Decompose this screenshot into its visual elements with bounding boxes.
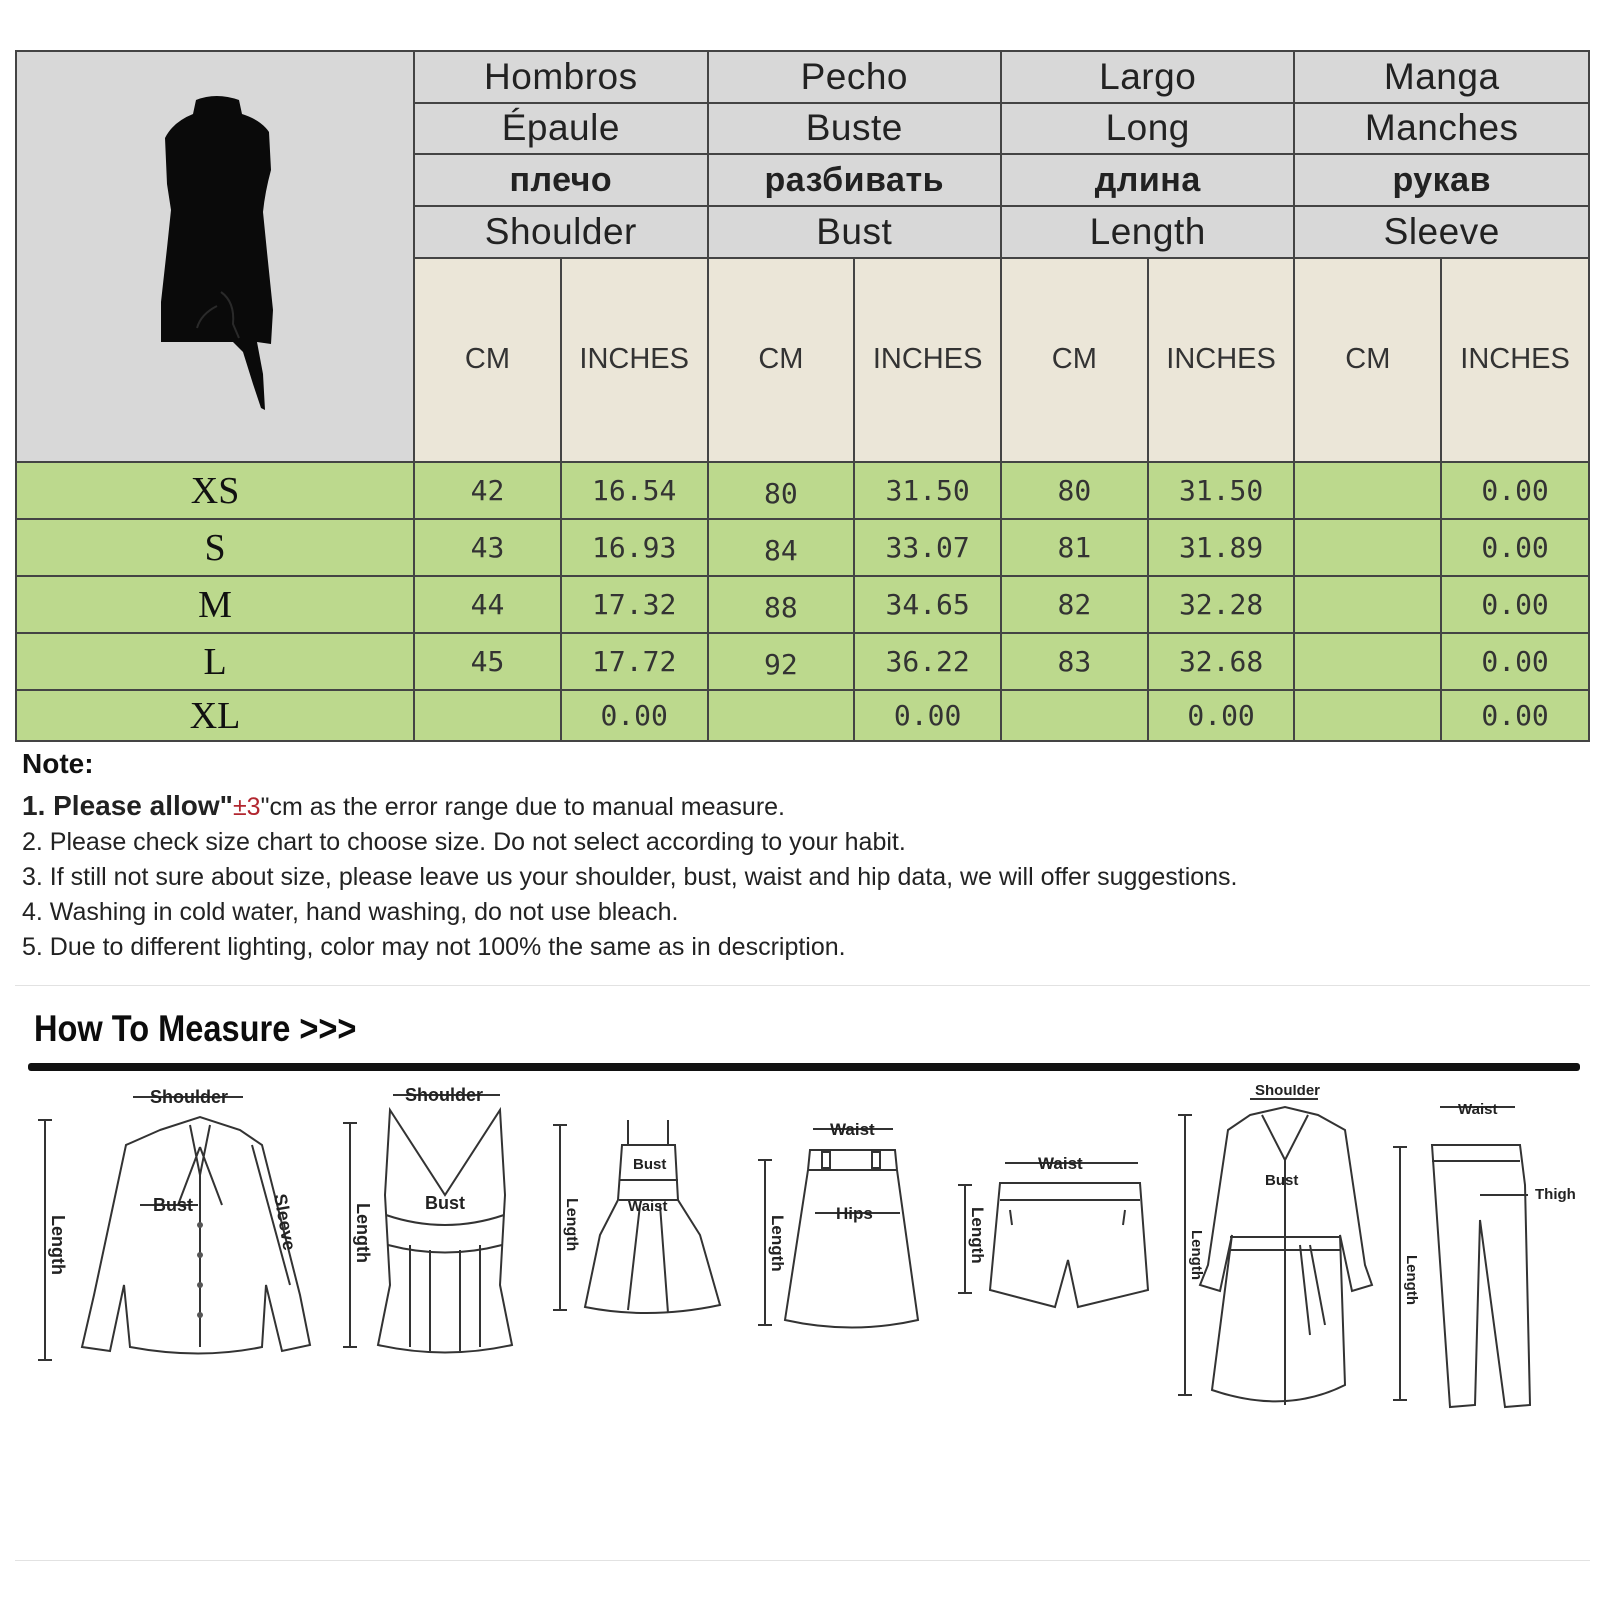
- unit-cell: INCHES: [561, 258, 708, 463]
- header-bust-ru: разбивать: [708, 154, 1001, 206]
- unit-cell: CM: [1294, 258, 1441, 463]
- measure-diagrams: [0, 1085, 1600, 1445]
- table-cell: 82: [1001, 576, 1148, 633]
- skirt-length-label: Length: [768, 1215, 787, 1272]
- table-cell: 16.54: [561, 462, 708, 519]
- header-sleeve-ru: рукав: [1294, 154, 1589, 206]
- table-cell: 43: [414, 519, 561, 576]
- table-cell: 34.65: [854, 576, 1001, 633]
- size-label: S: [16, 519, 414, 576]
- table-cell: 92: [708, 633, 855, 690]
- vest-shoulder-label: Shoulder: [405, 1085, 484, 1105]
- header-bust-fr: Buste: [708, 103, 1001, 155]
- shorts-length-label: Length: [968, 1207, 987, 1264]
- skirt-waist-label: Waist: [830, 1120, 875, 1139]
- coat-shoulder-label: Shoulder: [1255, 1085, 1321, 1099]
- table-row-xl: [16, 690, 1589, 741]
- table-row-l: [16, 633, 1589, 690]
- blouse-shoulder-label: Shoulder: [150, 1087, 229, 1107]
- header-sleeve-fr: Manches: [1294, 103, 1589, 155]
- coat-length-label: Length: [1188, 1230, 1205, 1280]
- note-line-3: 3. If still not sure about size, please leave us your shoulder, bust, waist and hip data, we will offer suggestions.: [22, 863, 1238, 891]
- vest-length-label: Length: [353, 1203, 373, 1263]
- table-cell: [1294, 690, 1441, 741]
- header-bust-en: Bust: [708, 206, 1001, 258]
- table-cell: [708, 690, 855, 741]
- note-1-prefix: 1. Please allow": [22, 790, 233, 821]
- table-cell: 88: [708, 576, 855, 633]
- table-cell: 80: [708, 462, 855, 519]
- table-cell: 17.32: [561, 576, 708, 633]
- size-label: XS: [16, 462, 414, 519]
- table-cell: [1294, 576, 1441, 633]
- coat-dress-diagram: [1178, 1099, 1372, 1405]
- unit-cell: INCHES: [1148, 258, 1295, 463]
- size-label: M: [16, 576, 414, 633]
- table-cell: [1001, 690, 1148, 741]
- header-row-spanish: [16, 51, 1589, 103]
- trousers-waist-label: Waist: [1458, 1101, 1498, 1118]
- black-dress-image: [21, 52, 409, 452]
- blouse-sleeve-label: Sleeve: [270, 1192, 300, 1252]
- table-cell: 83: [1001, 633, 1148, 690]
- table-cell: 0.00: [1441, 690, 1589, 741]
- table-cell: 32.68: [1148, 633, 1295, 690]
- unit-cell: INCHES: [854, 258, 1001, 463]
- trousers-length-label: Length: [1403, 1255, 1420, 1305]
- size-chart-table: [15, 50, 1590, 742]
- table-cell: 0.00: [1441, 519, 1589, 576]
- table-cell: 84: [708, 519, 855, 576]
- size-label: L: [16, 633, 414, 690]
- table-cell: [1294, 462, 1441, 519]
- notes-title: Note:: [22, 748, 94, 779]
- table-cell: 0.00: [561, 690, 708, 741]
- table-cell: 80: [1001, 462, 1148, 519]
- table-cell: 0.00: [1441, 576, 1589, 633]
- strap-dress-length-label: Length: [563, 1198, 580, 1252]
- header-shoulder-es: Hombros: [414, 51, 707, 103]
- table-cell: 16.93: [561, 519, 708, 576]
- blouse-length-label: Length: [48, 1215, 68, 1275]
- table-cell: 36.22: [854, 633, 1001, 690]
- table-cell: 0.00: [854, 690, 1001, 741]
- note-1-highlight: ±3: [232, 793, 261, 821]
- header-shoulder-ru: плечо: [414, 154, 707, 206]
- table-cell: [1294, 519, 1441, 576]
- header-length-en: Length: [1001, 206, 1294, 258]
- trousers-thigh-label: Thigh: [1535, 1186, 1576, 1203]
- note-line-4: 4. Washing in cold water, hand washing, do not use bleach.: [22, 898, 679, 926]
- header-length-es: Largo: [1001, 51, 1294, 103]
- strap-dress-bust-label: Bust: [633, 1156, 667, 1173]
- table-cell: 45: [414, 633, 561, 690]
- unit-cell: INCHES: [1441, 258, 1589, 463]
- header-sleeve-es: Manga: [1294, 51, 1589, 103]
- header-bust-es: Pecho: [708, 51, 1001, 103]
- coat-bust-label: Bust: [1265, 1172, 1299, 1189]
- section-divider: [15, 985, 1590, 986]
- unit-cell: CM: [1001, 258, 1148, 463]
- header-length-fr: Long: [1001, 103, 1294, 155]
- bottom-divider: [15, 1560, 1590, 1561]
- header-length-ru: длина: [1001, 154, 1294, 206]
- unit-cell: CM: [708, 258, 855, 463]
- how-to-measure-title: How To Measure >>>: [34, 1008, 357, 1049]
- table-cell: [1294, 633, 1441, 690]
- header-shoulder-fr: Épaule: [414, 103, 707, 155]
- table-cell: 31.89: [1148, 519, 1295, 576]
- strap-dress-waist-label: Waist: [628, 1198, 668, 1215]
- table-cell: 33.07: [854, 519, 1001, 576]
- product-image-cell: [16, 51, 414, 462]
- skirt-hips-label: Hips: [836, 1204, 873, 1223]
- notes-section: [22, 748, 1238, 965]
- note-line-1: [22, 788, 1238, 825]
- shorts-waist-label: Waist: [1038, 1154, 1083, 1173]
- table-cell: 0.00: [1441, 462, 1589, 519]
- size-label: XL: [16, 690, 414, 741]
- vest-bust-label: Bust: [425, 1193, 465, 1213]
- unit-cell: CM: [414, 258, 561, 463]
- table-cell: 32.28: [1148, 576, 1295, 633]
- table-row-m: [16, 576, 1589, 633]
- table-row-xs: [16, 462, 1589, 519]
- header-sleeve-en: Sleeve: [1294, 206, 1589, 258]
- table-row-s: [16, 519, 1589, 576]
- title-underline: [28, 1063, 1580, 1071]
- table-cell: 44: [414, 576, 561, 633]
- table-cell: 42: [414, 462, 561, 519]
- table-cell: 0.00: [1441, 633, 1589, 690]
- table-cell: [414, 690, 561, 741]
- note-line-2: 2. Please check size chart to choose size. Do not select according to your habit.: [22, 828, 906, 856]
- header-shoulder-en: Shoulder: [414, 206, 707, 258]
- note-line-5: 5. Due to different lighting, color may not 100% the same as in description.: [22, 933, 846, 961]
- blouse-diagram: [38, 1097, 310, 1360]
- table-cell: 31.50: [1148, 462, 1295, 519]
- table-cell: 17.72: [561, 633, 708, 690]
- table-cell: 0.00: [1148, 690, 1295, 741]
- table-cell: 31.50: [854, 462, 1001, 519]
- table-cell: 81: [1001, 519, 1148, 576]
- note-1-suffix: "cm as the error range due to manual measure.: [260, 793, 785, 821]
- blouse-bust-label: Bust: [153, 1195, 193, 1215]
